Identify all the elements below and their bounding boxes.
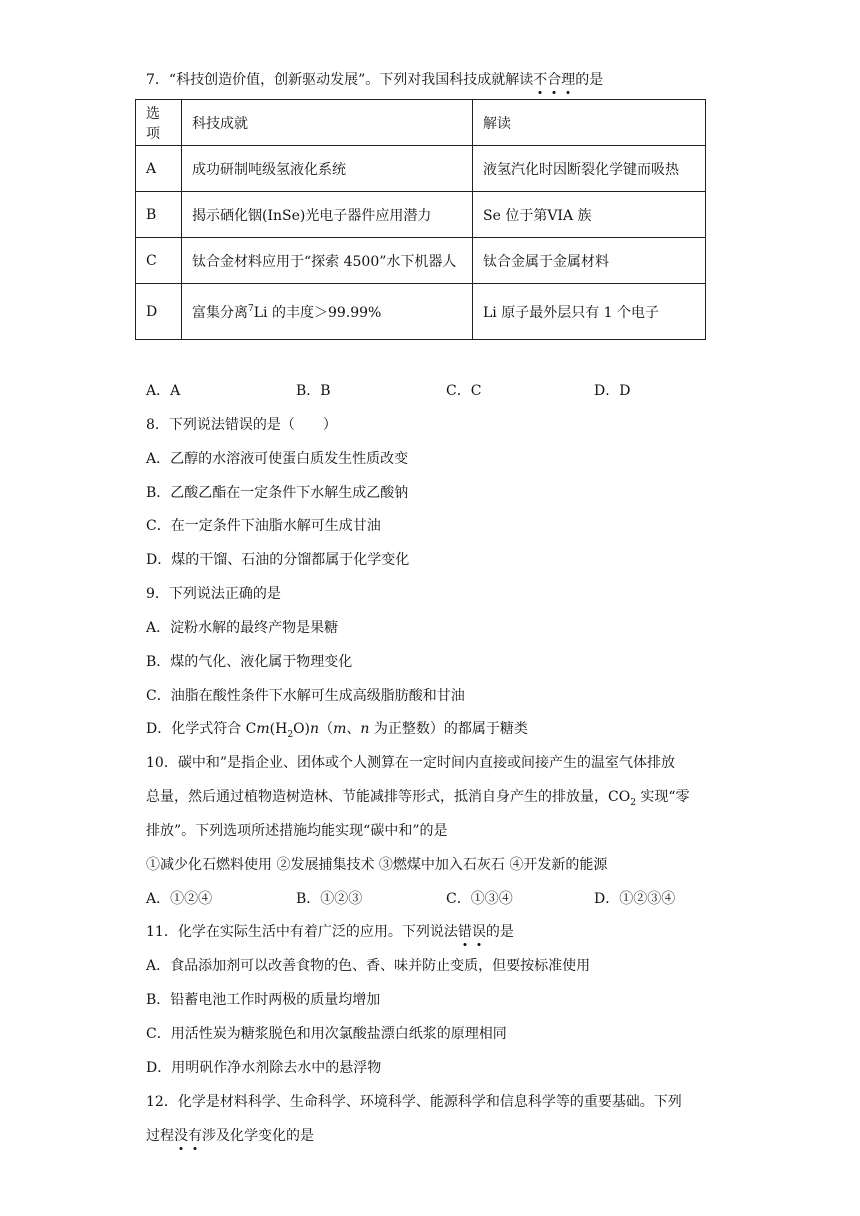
q10-option-c: C．①③④ [446,891,513,907]
q11-option-c: C．用活性炭为糖浆脱色和用次氯酸盐漂白纸浆的原理相同 [146,1026,507,1042]
emphasis-char: 没 [174,1128,188,1144]
table-cell: 液氢汽化时因断裂化学键而吸热 [473,146,706,192]
table-cell: 钛合金属于金属材料 [473,238,706,284]
table-row [136,146,706,192]
emphasis-char: 理 [561,72,576,88]
emphasis-char: 误 [471,924,486,940]
table-cell: A [136,146,182,192]
q8-stem: 8．下列说法错误的是（ ） [146,417,337,433]
q11-stem: 11．化学在实际生活中有着广泛的应用。下列说法错误的是 [146,924,514,940]
emphasis-char: 合 [547,72,562,88]
table-cell: Li 原子最外层只有 1 个电子 [473,284,706,340]
table-cell: C [136,238,182,284]
q10-option-a: A．①②④ [146,891,213,907]
q10-statements: ①减少化石燃料使用 ②发展捕集技术 ③燃煤中加入石灰石 ④开发新的能源 [146,857,608,873]
q10-stem-line2: 总量，然后通过植物造树造林、节能减排等形式，抵消自身产生的排放量，$CO_2$ 实现“零 [146,789,690,808]
q7-option-d: D．D [594,383,631,399]
table-header-cell: 解读 [473,100,706,146]
q7-option-a: A．A [146,383,181,399]
q8-option-c: C．在一定条件下油脂水解可生成甘油 [146,518,381,534]
emphasis-char: 不 [533,72,548,88]
q9-option-c: C．油脂在酸性条件下水解可生成高级脂肪酸和甘油 [146,688,465,704]
q10-option-b: B．①②③ [296,891,363,907]
table-cell: 富集分离$^7$Li 的丰度＞99.99% [182,284,473,340]
table-header-cell: 科技成就 [182,100,473,146]
q8-option-b: B．乙酸乙酯在一定条件下水解生成乙酸钠 [146,485,409,501]
table-cell: Se 位于第VIA 族 [473,192,706,238]
q9-option-d: D．化学式符合 $Cm(H_2O)n(m$、n 为正整数）的都属于糖类 [146,721,528,740]
q10-option-d: D．①②③④ [594,891,676,907]
emphasis-char: 有 [188,1128,202,1144]
table-cell: 钛合金材料应用于“探索 4500”水下机器人 [182,238,473,284]
q7-stem: 7．“科技创造价值，创新驱动发展”。下列对我国科技成就解读不合理的是 [146,72,604,88]
q9-stem: 9．下列说法正确的是 [146,586,281,602]
q7-option-c: C．C [446,383,482,399]
q7-option-b: B．B [296,383,331,399]
q11-option-d: D．用明矾作净水剂除去水中的悬浮物 [146,1060,382,1076]
table-header-row [136,100,706,146]
emphasis-char: 错 [457,924,472,940]
table-row [136,192,706,238]
table-row [136,238,706,284]
table-cell: D [136,284,182,340]
table-header-cell: 选项 [136,100,182,146]
q8-option-d: D．煤的干馏、石油的分馏都属于化学变化 [146,552,410,568]
q9-option-b: B．煤的气化、液化属于物理变化 [146,654,353,670]
q10-stem-line3: 排放”。下列选项所述措施均能实现“碳中和”的是 [146,823,448,839]
q12-stem-line1: 12．化学是材料科学、生命科学、环境科学、能源科学和信息科学等的重要基础。下列 [146,1094,682,1110]
q11-option-a: A．食品添加剂可以改善食物的色、香、味并防止变质，但要按标准使用 [146,958,591,974]
table-cell: B [136,192,182,238]
q10-stem-line1: 10．碳中和”是指企业、团体或个人测算在一定时间内直接或间接产生的温室气体排放 [146,755,675,771]
q7-table [135,99,706,340]
table-cell: 成功研制吨级氢液化系统 [182,146,473,192]
q12-stem-line2: 过程没有涉及化学变化的是 [146,1128,314,1144]
table-row [136,284,706,340]
table-cell: 揭示硒化铟(InSe)光电子器件应用潜力 [182,192,473,238]
q8-option-a: A．乙醇的水溶液可使蛋白质发生性质改变 [146,451,409,467]
q9-option-a: A．淀粉水解的最终产物是果糖 [146,620,339,636]
q11-option-b: B．铅蓄电池工作时两极的质量均增加 [146,992,381,1008]
